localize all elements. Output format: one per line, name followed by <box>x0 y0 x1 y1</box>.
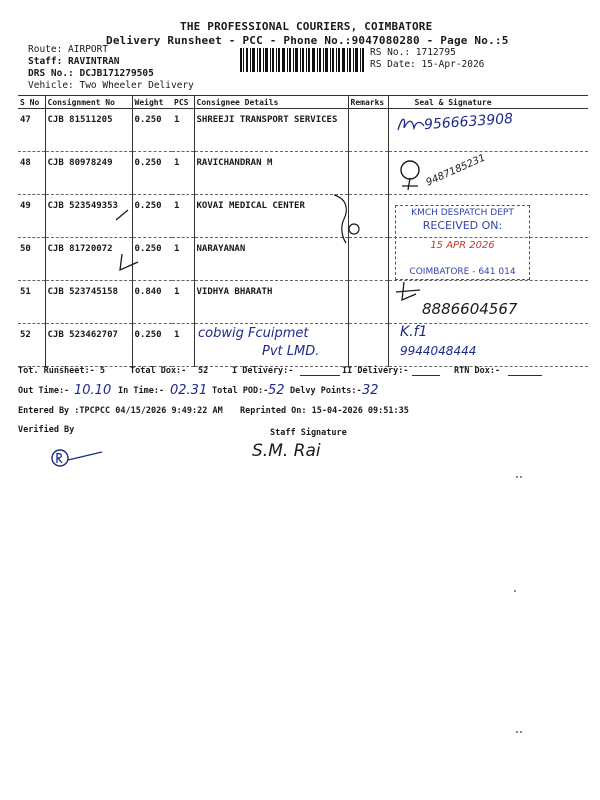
bracket-mark-row49 <box>330 193 366 245</box>
row-pcs: 1 <box>172 324 194 367</box>
row-remarks <box>348 324 388 367</box>
row-consignee: RAVICHANDRAN M <box>194 152 348 195</box>
col-remarks: Remarks <box>348 96 388 109</box>
row-pcs: 1 <box>172 238 194 281</box>
staff-signature-hand: S.M. Rai <box>252 441 321 461</box>
col-pcs: PCS <box>172 96 194 109</box>
total-dox-label: Total Dox:- <box>130 366 187 376</box>
stamp-date: 15 APR 2026 <box>430 240 495 251</box>
row-weight: 0.250 <box>132 109 172 152</box>
total-dox-value: 52 <box>198 366 209 376</box>
rs-date: RS Date: 15-Apr-2026 <box>370 59 485 70</box>
out-time-value: 10.10 <box>74 383 112 398</box>
scan-speck <box>520 731 522 733</box>
ii-delivery-label: II Delivery:- <box>342 366 409 376</box>
drs-number: DRS No.: DCJB171279505 <box>28 68 154 79</box>
verified-by: Verified By <box>18 425 75 435</box>
row-sno: 47 <box>18 109 45 152</box>
scan-speck <box>520 476 522 478</box>
col-seal: Seal & Signature <box>388 96 588 109</box>
row-consignee: VIDHYA BHARATH <box>194 281 348 324</box>
total-pod-label: Total POD:- <box>212 386 269 396</box>
row-pcs: 1 <box>172 195 194 238</box>
runsheet-subtitle: Delivery Runsheet - PCC - Phone No.:9047080280 - Page No.:5 <box>106 34 509 47</box>
rs-number: RS No.: 1712795 <box>370 47 456 58</box>
signature-row51 <box>394 280 424 302</box>
company-title: THE PROFESSIONAL COURIERS, COIMBATORE <box>180 20 433 33</box>
row-weight: 0.250 <box>132 324 172 367</box>
delvy-points-value: 32 <box>362 383 379 398</box>
row-sno: 51 <box>18 281 45 324</box>
total-pod-value: 52 <box>268 383 285 398</box>
row-consignment: CJB 523745158 <box>45 281 132 324</box>
scan-speck <box>516 731 518 733</box>
stamp-line1: KMCH DESPATCH DEPT <box>411 208 514 218</box>
rtn-dox-label: RTN Dox:- <box>454 366 501 376</box>
staff-signature-label: Staff Signature <box>270 428 347 438</box>
row-consignment: CJB 81720072 <box>45 238 132 281</box>
row-weight: 0.250 <box>132 152 172 195</box>
row-pcs: 1 <box>172 281 194 324</box>
reprinted-on: Reprinted On: 15-04-2026 09:51:35 <box>240 406 409 416</box>
in-time-value: 02.31 <box>170 383 208 398</box>
row-consignee: KOVAI MEDICAL CENTER <box>194 195 348 238</box>
tick-mark-row49 <box>114 208 132 222</box>
row-sno: 48 <box>18 152 45 195</box>
delvy-points-label: Delvy Points:- <box>290 386 362 396</box>
handwritten-phone-row48: 9487185231 <box>424 152 488 189</box>
row-consignee: NARAYANAN <box>194 238 348 281</box>
signature-row48 <box>396 156 430 194</box>
row-consignee: SHREEJI TRANSPORT SERVICES <box>194 109 348 152</box>
handwritten-consignee-row52-line2: Pvt LMD. <box>262 344 320 359</box>
tick-mark-row50 <box>118 250 140 272</box>
row-remarks <box>348 109 388 152</box>
row-weight: 0.250 <box>132 195 172 238</box>
row-sno: 50 <box>18 238 45 281</box>
handwritten-consignee-row52-line1: cobwig Fcuipmet <box>198 326 309 341</box>
row-sno: 52 <box>18 324 45 367</box>
barcode-image <box>240 48 366 72</box>
row-remarks <box>348 281 388 324</box>
stamp-line3: COIMBATORE - 641 014 <box>409 267 516 277</box>
i-delivery-line <box>300 375 340 376</box>
row-consignment: CJB 523462707 <box>45 324 132 367</box>
scan-speck <box>516 476 518 478</box>
verifier-signature <box>50 444 106 470</box>
rtn-dox-line <box>508 375 542 376</box>
row-consignment: CJB 81511205 <box>45 109 132 152</box>
vehicle-label: Vehicle: Two Wheeler Delivery <box>28 80 194 91</box>
i-delivery-label: I Delivery:- <box>232 366 294 376</box>
handwritten-phone-row52: 9944048444 <box>400 344 477 358</box>
row-weight: 0.840 <box>132 281 172 324</box>
handwritten-phone-row51: 8886604567 <box>422 300 518 318</box>
col-weight: Weight <box>132 96 172 109</box>
tot-runsheet: Tot. Runsheet:- 5 <box>18 366 105 376</box>
row-remarks <box>348 152 388 195</box>
row-consignment: CJB 80978249 <box>45 152 132 195</box>
route-label: Route: AIRPORT <box>28 44 109 55</box>
in-time-label: In Time:- <box>118 386 165 396</box>
ii-delivery-line <box>412 375 440 376</box>
signature-row47 <box>396 112 426 136</box>
row-weight: 0.250 <box>132 238 172 281</box>
col-consignee: Consignee Details <box>194 96 348 109</box>
staff-label: Staff: RAVINTRAN <box>28 56 120 67</box>
col-consignment: Consignment No <box>45 96 132 109</box>
row-consignment: CJB 523549353 <box>45 195 132 238</box>
handwritten-phone-row47: 9566633908 <box>423 110 514 134</box>
row-pcs: 1 <box>172 152 194 195</box>
out-time-label: Out Time:- <box>18 386 70 396</box>
col-sno: S No <box>18 96 45 109</box>
row-pcs: 1 <box>172 109 194 152</box>
table-header-row <box>18 96 588 109</box>
row-sno: 49 <box>18 195 45 238</box>
handwritten-name-row52: K.f1 <box>400 324 428 340</box>
scan-speck <box>514 590 516 592</box>
table-row <box>18 152 588 195</box>
entered-by: Entered By :TPCPCC 04/15/2026 9:49:22 AM <box>18 406 223 416</box>
received-stamp <box>395 205 530 280</box>
stamp-line2: RECEIVED ON: <box>422 219 503 232</box>
